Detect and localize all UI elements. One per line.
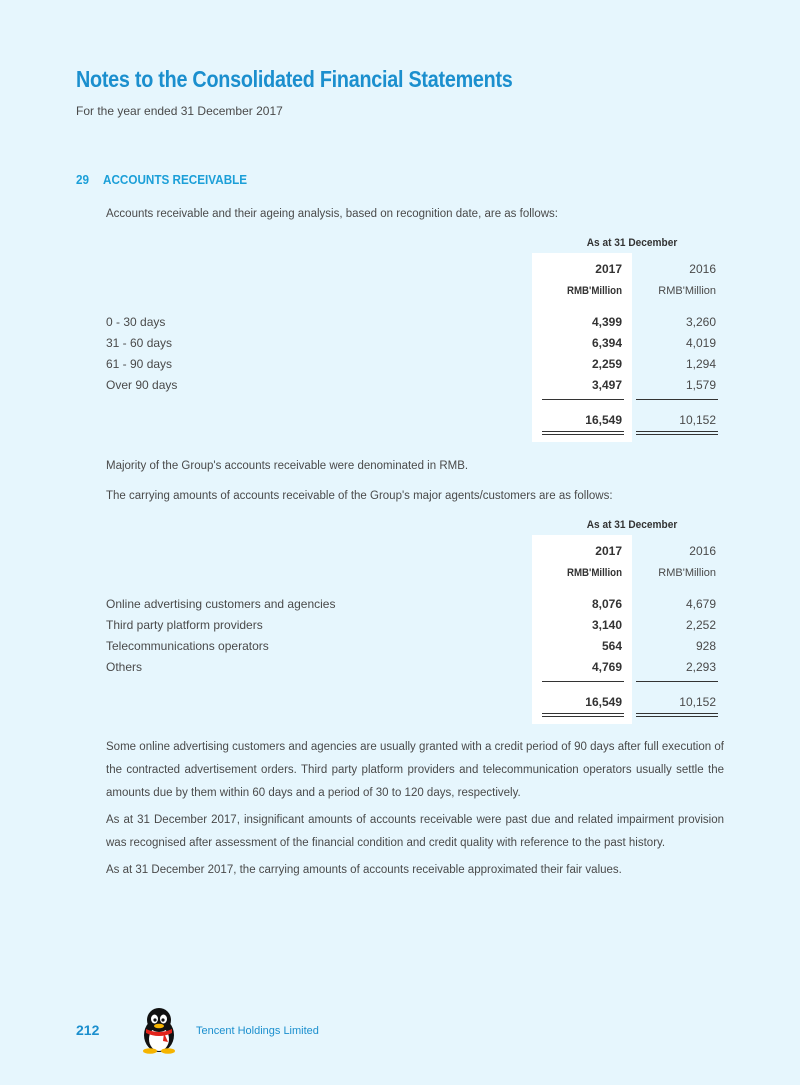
col-2017-unit: RMB'Million bbox=[567, 567, 622, 579]
col-2016-header: 2016 bbox=[689, 262, 716, 276]
subtotal-rule bbox=[542, 399, 624, 400]
value-2016: 928 bbox=[695, 639, 716, 653]
impairment-paragraph: As at 31 December 2017, insignificant amounts of accounts receivable were past due and related impairment provision was recognised after assessment of the financial condition and credit quality with reference to the past history. bbox=[106, 814, 724, 849]
total-double-rule bbox=[542, 713, 624, 714]
total-2017: 16,549 bbox=[585, 695, 622, 709]
total-row bbox=[106, 413, 718, 434]
value-2016: 2,252 bbox=[685, 618, 716, 632]
row-label: 61 - 90 days bbox=[106, 357, 173, 371]
subtotal-rule bbox=[636, 399, 718, 400]
table-row bbox=[106, 597, 718, 618]
credit-paragraph: Some online advertising customers and agencies are usually granted with a credit period of 90 days after full execution of the contracted advertisement orders. Third party platform providers and telecommunication operators usually settle the amounts due by them within 60 days and a period of 30 to 120 days, respectively. bbox=[106, 741, 724, 799]
row-label: Others bbox=[106, 660, 143, 674]
total-double-rule bbox=[542, 431, 624, 432]
section-number: 29 bbox=[76, 172, 90, 187]
subtotal-rule bbox=[636, 681, 718, 682]
subtotal-rule bbox=[542, 681, 624, 682]
value-2017: 4,399 bbox=[591, 315, 622, 329]
rmb-paragraph: Majority of the Group's accounts receivable were denominated in RMB. bbox=[106, 460, 469, 472]
agents-table bbox=[106, 519, 718, 724]
row-label: Third party platform providers bbox=[106, 618, 263, 632]
total-2017: 16,549 bbox=[585, 413, 622, 427]
col-2017-unit: RMB'Million bbox=[567, 285, 622, 297]
table-row bbox=[106, 618, 718, 639]
table-group-header: As at 31 December bbox=[586, 519, 678, 531]
row-label: Online advertising customers and agencies bbox=[106, 597, 336, 611]
value-2016: 1,579 bbox=[685, 378, 716, 392]
total-double-rule bbox=[542, 434, 624, 435]
intro-paragraph: Accounts receivable and their ageing analysis, based on recognition date, are as follows: bbox=[106, 208, 558, 220]
col-2016-unit: RMB'Million bbox=[658, 567, 716, 579]
page-number: 212 bbox=[76, 1022, 100, 1038]
value-2016: 4,019 bbox=[685, 336, 716, 350]
value-2017: 3,140 bbox=[591, 618, 622, 632]
value-2017: 8,076 bbox=[591, 597, 622, 611]
row-label: 31 - 60 days bbox=[106, 336, 173, 350]
col-2017-header: 2017 bbox=[595, 262, 622, 276]
agents-paragraph: The carrying amounts of accounts receivable of the Group's major agents/customers are as follows: bbox=[106, 490, 613, 502]
value-2017: 4,769 bbox=[591, 660, 622, 674]
total-double-rule bbox=[636, 713, 718, 714]
value-2016: 1,294 bbox=[685, 357, 716, 371]
col-2016-unit: RMB'Million bbox=[658, 285, 716, 297]
total-double-rule bbox=[636, 716, 718, 717]
col-2017-header: 2017 bbox=[595, 544, 622, 558]
total-double-rule bbox=[636, 431, 718, 432]
row-label: 0 - 30 days bbox=[106, 315, 166, 329]
total-2016: 10,152 bbox=[679, 695, 716, 709]
page-title: Notes to the Consolidated Financial Statements bbox=[76, 66, 513, 92]
table-row bbox=[106, 639, 718, 660]
qq-penguin-icon bbox=[138, 1006, 180, 1059]
value-2017: 564 bbox=[601, 639, 622, 653]
value-2017: 3,497 bbox=[591, 378, 622, 392]
value-2017: 2,259 bbox=[591, 357, 622, 371]
section-heading bbox=[76, 172, 247, 187]
total-double-rule bbox=[636, 434, 718, 435]
value-2016: 2,293 bbox=[685, 660, 716, 674]
fairvalue-paragraph: As at 31 December 2017, the carrying amounts of accounts receivable approximated their fair values. bbox=[106, 864, 622, 876]
value-2016: 3,260 bbox=[685, 315, 716, 329]
total-row bbox=[106, 695, 718, 716]
total-double-rule bbox=[542, 716, 624, 717]
table-row bbox=[106, 336, 718, 357]
row-label: Telecommunications operators bbox=[106, 639, 269, 653]
table-row bbox=[106, 315, 718, 336]
table-row bbox=[106, 660, 718, 681]
section-title: ACCOUNTS RECEIVABLE bbox=[103, 172, 248, 187]
page-subtitle: For the year ended 31 December 2017 bbox=[76, 104, 283, 118]
table-group-header: As at 31 December bbox=[586, 237, 678, 249]
total-2016: 10,152 bbox=[679, 413, 716, 427]
value-2017: 6,394 bbox=[591, 336, 622, 350]
table-row bbox=[106, 378, 718, 399]
ageing-table bbox=[106, 237, 718, 442]
row-label: Over 90 days bbox=[106, 378, 178, 392]
table-row bbox=[106, 357, 718, 378]
col-2016-header: 2016 bbox=[689, 544, 716, 558]
value-2016: 4,679 bbox=[685, 597, 716, 611]
company-name: Tencent Holdings Limited bbox=[196, 1025, 319, 1037]
